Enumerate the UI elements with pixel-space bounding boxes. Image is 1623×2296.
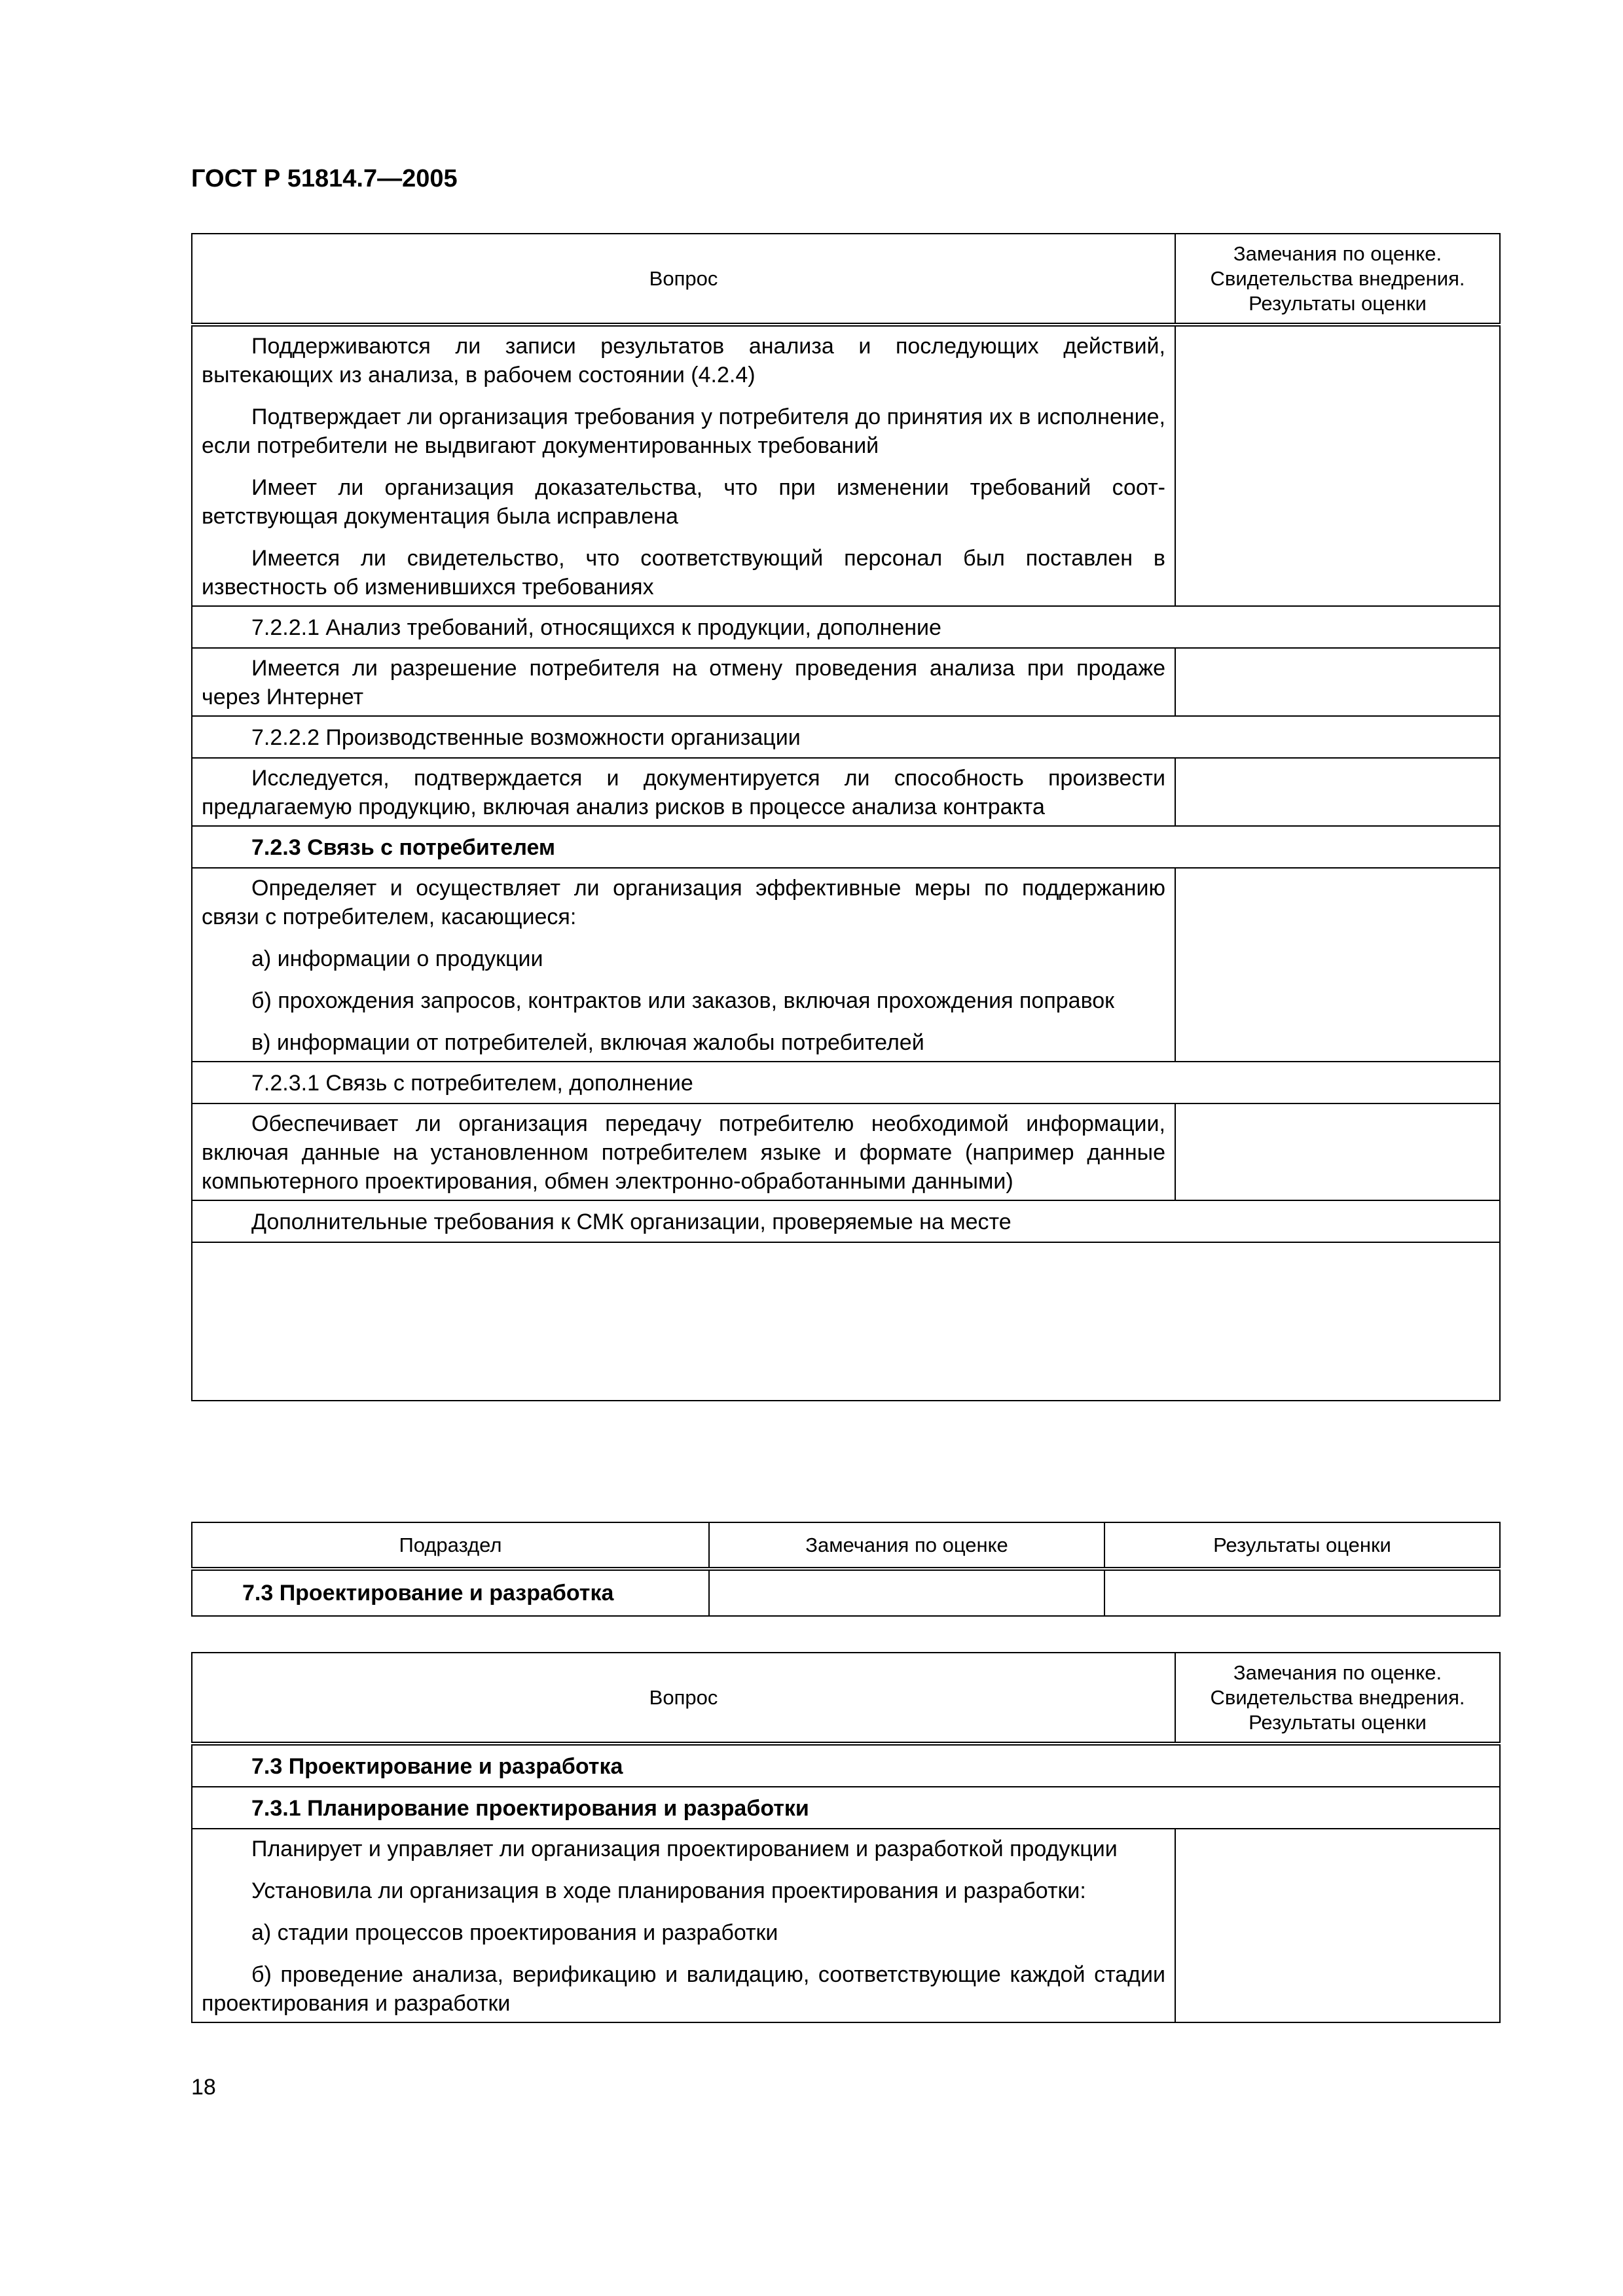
table-header-row [192,1522,1500,1569]
section-heading-73: 7.3 Проектирование и разработка [192,1744,1500,1787]
remarks-cell [1175,648,1500,716]
section-heading-7222: 7.2.2.2 Производственные возможности организации [192,716,1500,758]
page-number: 18 [191,2075,216,2100]
question-text: Поддерживаются ли записи результатов анализа и последующих действий, вытекающих из анализа, в рабочем состоянии (4.2.4) [202,334,1165,387]
table-header-row [192,1653,1500,1744]
column-header-results: Результаты оценки [1104,1522,1500,1569]
section-row [192,1787,1500,1829]
document-header-title: ГОСТ Р 51814.7—2005 [191,165,458,192]
question-text: Планирует и управляет ли организация проектированием и разработкой продукции [251,1837,1118,1861]
remarks-cell [1175,758,1500,826]
question-cell [192,648,1175,716]
remarks-cell [1175,868,1500,1062]
section-row [192,1744,1500,1787]
section-heading-7231: 7.2.3.1 Связь с потребителем, дополнение [192,1062,1500,1103]
question-cell [192,325,1175,606]
question-cell [192,1829,1175,2022]
question-text: а) стадии процессов проектирования и разработки [251,1920,778,1945]
question-cell [192,1103,1175,1200]
subsection-cell: 7.3 Проектирование и разработка [192,1569,709,1616]
section-heading-723: 7.2.3 Связь с потребителем [192,826,1500,868]
column-header-question: Вопрос [192,234,1175,325]
section-heading-7221: 7.2.2.1 Анализ требований, относящихся к продукции, дополнение [192,606,1500,648]
table-row [192,1103,1500,1200]
table-row [192,868,1500,1062]
question-text: Имеется ли свидетельство, что соответствующий персонал был поставлен в известность об изменившихся требованиях [202,546,1165,600]
table-header-row [192,234,1500,325]
assessment-table-design [191,1652,1501,2023]
section-row [192,716,1500,758]
question-text: б) прохождения запросов, контрактов или заказов, включая прохождения поправок [251,988,1115,1013]
empty-notes-cell [192,1242,1500,1401]
question-text: Подтверждает ли организация требования у потребителя до принятия их в исполнение, если потребители не выдвигают документированных требований [202,404,1165,458]
table-row [192,1829,1500,2022]
section-row [192,1062,1500,1103]
assessment-table-questions [191,233,1501,1401]
table-row [192,648,1500,716]
question-text: Обеспечивает ли организация передачу потребителю необходимой информации, включая данные на установленном потребителем языке и формате (например данные компьютерного проектирования, обмен электронно-обработанными данными) [202,1111,1165,1194]
question-text: в) информации от потребителей, включая жалобы потребителей [251,1030,924,1055]
remarks-cell [1175,325,1500,606]
empty-notes-row [192,1242,1500,1401]
question-cell [192,868,1175,1062]
question-text: Имеет ли организация доказательства, что при изменении требований соответствующая документация была исправлена [202,475,1165,529]
table-row [192,1569,1500,1616]
remarks-cell [1175,1829,1500,2022]
column-header-remarks: Замечания по оценке [709,1522,1104,1569]
question-text: б) проведение анализа, верификацию и валидацию, соответствующие каждой стадии проектирования и разработки [202,1962,1165,2016]
section-row [192,826,1500,868]
remarks-cell [1175,1103,1500,1200]
column-header-question: Вопрос [192,1653,1175,1744]
column-header-subsection: Подраздел [192,1522,709,1569]
column-header-remarks: Замечания по оценке. Свидетельства внедрения. Результаты оценки [1175,234,1500,325]
question-cell [192,758,1175,826]
column-header-remarks: Замечания по оценке. Свидетельства внедрения. Результаты оценки [1175,1653,1500,1744]
table-row [192,325,1500,606]
section-heading-731: 7.3.1 Планирование проектирования и разработки [192,1787,1500,1829]
question-text: Исследуется, подтверждается и документируется ли способность произвести предлагаемую продукцию, включая анализ рисков в процессе анализа контракта [202,766,1165,819]
question-text: Имеется ли разрешение потребителя на отмену проведения анализа при продаже через Интернет [202,656,1165,709]
question-text: Определяет и осуществляет ли организация эффективные меры по поддержанию связи с потребителем, касающиеся: [202,876,1165,929]
question-text: Установила ли организация в ходе планирования проектирования и разработки: [251,1878,1086,1903]
subsection-summary-table [191,1522,1501,1617]
results-cell [1104,1569,1500,1616]
section-row [192,606,1500,648]
additional-requirements-heading: Дополнительные требования к СМК организации, проверяемые на месте [192,1200,1500,1242]
section-row [192,1200,1500,1242]
table-row [192,758,1500,826]
question-text: а) информации о продукции [251,946,543,971]
remarks-cell [709,1569,1104,1616]
